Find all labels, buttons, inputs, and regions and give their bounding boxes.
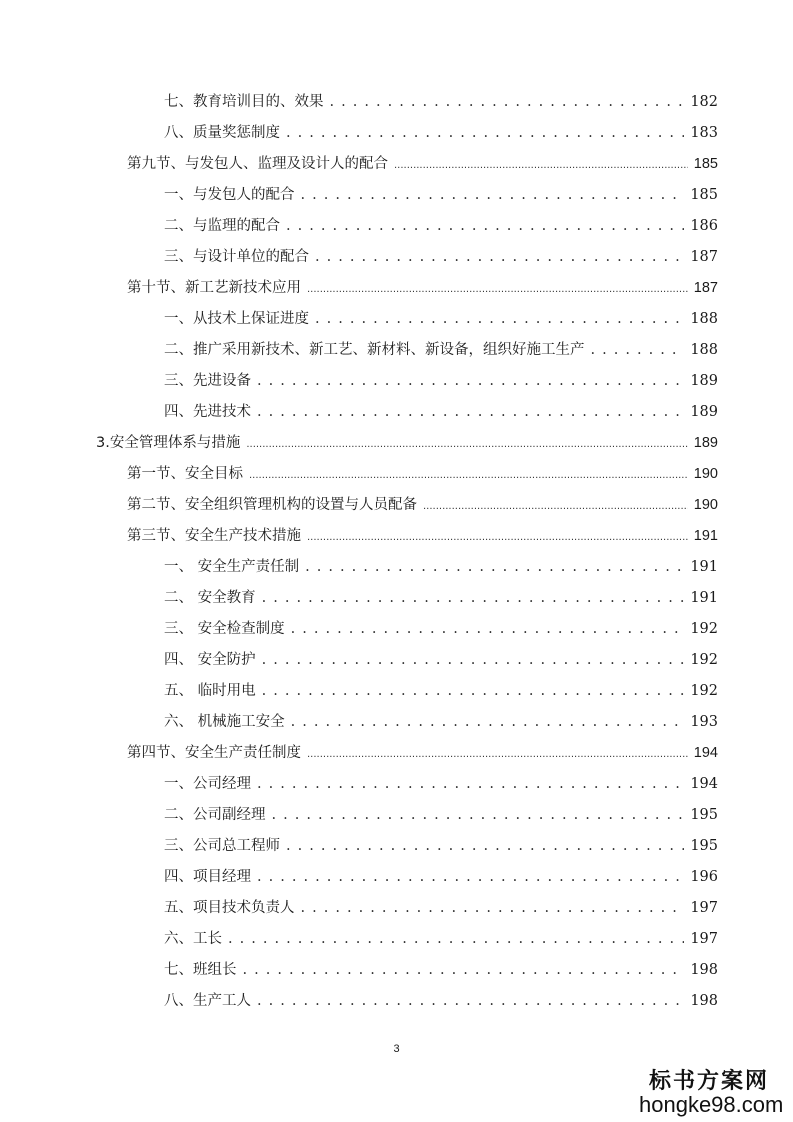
toc-entry-title: 四、项目经理: [164, 869, 251, 885]
toc-entry-title: 三、与设计单位的配合: [164, 249, 309, 265]
toc-entry-page: 189: [690, 404, 718, 420]
toc-entry-title: 五、 临时用电: [164, 683, 256, 699]
toc-dot-leader: [257, 776, 684, 792]
toc-entry[interactable]: [164, 555, 718, 585]
toc-entry[interactable]: [127, 741, 718, 771]
toc-dot-leader: [286, 218, 684, 234]
toc-entry[interactable]: [164, 896, 718, 926]
toc-entry-title: 一、与发包人的配合: [164, 187, 295, 203]
toc-entry-title: 第一节、安全目标: [127, 466, 243, 482]
toc-entry[interactable]: [164, 834, 718, 864]
toc-dot-leader: [286, 838, 684, 854]
toc-entry-page: 192: [690, 621, 718, 637]
toc-dot-leader: [243, 962, 685, 978]
toc-entry-page: 197: [690, 900, 718, 916]
toc-dot-leader: [591, 342, 685, 358]
watermark-chinese-text: 标书方案网: [648, 1068, 769, 1094]
toc-entry[interactable]: [164, 307, 718, 337]
toc-entry-title: 一、从技术上保证进度: [164, 311, 309, 327]
toc-entry-title: 第九节、与发包人、监理及设计人的配合: [127, 156, 388, 172]
toc-entry-title: 五、项目技术负责人: [164, 900, 295, 916]
toc-entry[interactable]: [164, 710, 718, 740]
toc-entry-page: 185: [690, 187, 718, 203]
toc-entry-title: 一、 安全生产责任制: [164, 559, 300, 575]
toc-dot-leader: [228, 931, 684, 947]
toc-dot-leader: [307, 528, 688, 544]
toc-entry-title: 四、 安全防护: [164, 652, 256, 668]
toc-dot-leader: [330, 94, 685, 110]
page-number: 3: [393, 1043, 400, 1055]
toc-dot-leader: [257, 373, 684, 389]
toc-dot-leader: [291, 621, 685, 637]
toc-entry[interactable]: [164, 617, 718, 647]
toc-entry-page: 182: [690, 94, 718, 110]
toc-entry[interactable]: [96, 431, 718, 461]
toc-entry-title: 第十节、新工艺新技术应用: [127, 280, 301, 296]
toc-entry-title: 八、质量奖惩制度: [164, 125, 280, 141]
toc-entry-page: 195: [690, 838, 718, 854]
toc-dot-leader: [301, 900, 685, 916]
toc-dot-leader: [305, 559, 684, 575]
toc-entry-page: 187: [693, 280, 718, 296]
toc-entry-title: 3.安全管理体系与措施: [96, 435, 241, 451]
toc-entry-page: 194: [693, 745, 718, 761]
toc-entry[interactable]: [164, 338, 718, 368]
toc-entry-title: 二、公司副经理: [164, 807, 266, 823]
toc-entry[interactable]: [127, 524, 718, 554]
watermark-logo: [639, 1068, 784, 1117]
toc-dot-leader: [307, 280, 688, 296]
toc-entry-page: 190: [693, 497, 718, 513]
toc-entry-title: 第四节、安全生产责任制度: [127, 745, 301, 761]
toc-entry-page: 191: [690, 590, 718, 606]
toc-entry-page: 188: [690, 342, 718, 358]
watermark-domain-text: hongke98.com: [639, 1091, 784, 1117]
toc-entry-title: 八、生产工人: [164, 993, 251, 1009]
toc-entry-title: 三、先进设备: [164, 373, 251, 389]
toc-dot-leader: [257, 993, 684, 1009]
toc-entry[interactable]: [164, 803, 718, 833]
toc-entry-title: 三、公司总工程师: [164, 838, 280, 854]
toc-entry-page: 196: [690, 869, 718, 885]
toc-entry-page: 197: [690, 931, 718, 947]
toc-entry[interactable]: [164, 648, 718, 678]
toc-entry[interactable]: [127, 152, 718, 182]
toc-entry-page: 198: [690, 993, 718, 1009]
toc-entry-page: 183: [690, 125, 718, 141]
toc-dot-leader: [249, 466, 688, 482]
toc-entry[interactable]: [164, 214, 718, 244]
toc-entry[interactable]: [164, 989, 718, 1019]
toc-dot-leader: [257, 869, 684, 885]
toc-entry[interactable]: [164, 958, 718, 988]
toc-entry-page: 188: [690, 311, 718, 327]
toc-entry-title: 三、 安全检查制度: [164, 621, 285, 637]
toc-dot-leader: [246, 435, 687, 451]
toc-entry-page: 192: [690, 683, 718, 699]
toc-entry-title: 六、 机械施工安全: [164, 714, 285, 730]
toc-entry[interactable]: [164, 400, 718, 430]
toc-dot-leader: [262, 590, 685, 606]
toc-entry-title: 二、与监理的配合: [164, 218, 280, 234]
toc-entry[interactable]: [164, 183, 718, 213]
toc-entry-page: 194: [690, 776, 718, 792]
toc-entry-title: 四、先进技术: [164, 404, 251, 420]
toc-entry-title: 第二节、安全组织管理机构的设置与人员配备: [127, 497, 417, 513]
toc-entry[interactable]: [127, 462, 718, 492]
toc-entry[interactable]: [164, 369, 718, 399]
toc-entry-page: 198: [690, 962, 718, 978]
toc-dot-leader: [301, 187, 685, 203]
toc-dot-leader: [272, 807, 685, 823]
toc-entry-title: 六、工长: [164, 931, 222, 947]
toc-entry-title: 二、推广采用新技术、新工艺、新材料、新设备，组织好施工生产: [164, 342, 585, 358]
toc-entry-page: 189: [693, 435, 718, 451]
toc-dot-leader: [423, 497, 688, 513]
toc-entry-page: 191: [693, 528, 718, 544]
toc-entry-page: 192: [690, 652, 718, 668]
toc-entry[interactable]: [164, 245, 718, 275]
toc-entry-page: 195: [690, 807, 718, 823]
toc-entry-title: 第三节、安全生产技术措施: [127, 528, 301, 544]
toc-entry-page: 185: [693, 156, 718, 172]
toc-entry[interactable]: [164, 90, 718, 120]
toc-dot-leader: [262, 683, 685, 699]
toc-dot-leader: [394, 156, 688, 172]
toc-entry[interactable]: [127, 276, 718, 306]
toc-entry[interactable]: [127, 493, 718, 523]
toc-dot-leader: [315, 311, 684, 327]
toc-dot-leader: [307, 745, 688, 761]
toc-entry-title: 二、 安全教育: [164, 590, 256, 606]
toc-entry[interactable]: [164, 772, 718, 802]
toc-entry-title: 七、教育培训目的、效果: [164, 94, 324, 110]
toc-entry-page: 191: [690, 559, 718, 575]
toc-entry[interactable]: [164, 865, 718, 895]
toc-entry[interactable]: [164, 121, 718, 151]
toc-entry-page: 186: [690, 218, 718, 234]
toc-dot-leader: [262, 652, 685, 668]
toc-entry[interactable]: [164, 679, 718, 709]
toc-entry[interactable]: [164, 927, 718, 957]
toc-entry-title: 一、公司经理: [164, 776, 251, 792]
toc-entry[interactable]: [164, 586, 718, 616]
toc-dot-leader: [291, 714, 685, 730]
toc-entry-page: 187: [690, 249, 718, 265]
toc-entry-title: 七、班组长: [164, 962, 237, 978]
toc-dot-leader: [257, 404, 684, 420]
toc-entry-page: 190: [693, 466, 718, 482]
toc-entry-page: 193: [690, 714, 718, 730]
toc-dot-leader: [315, 249, 684, 265]
toc-entry-page: 189: [690, 373, 718, 389]
toc-dot-leader: [286, 125, 684, 141]
